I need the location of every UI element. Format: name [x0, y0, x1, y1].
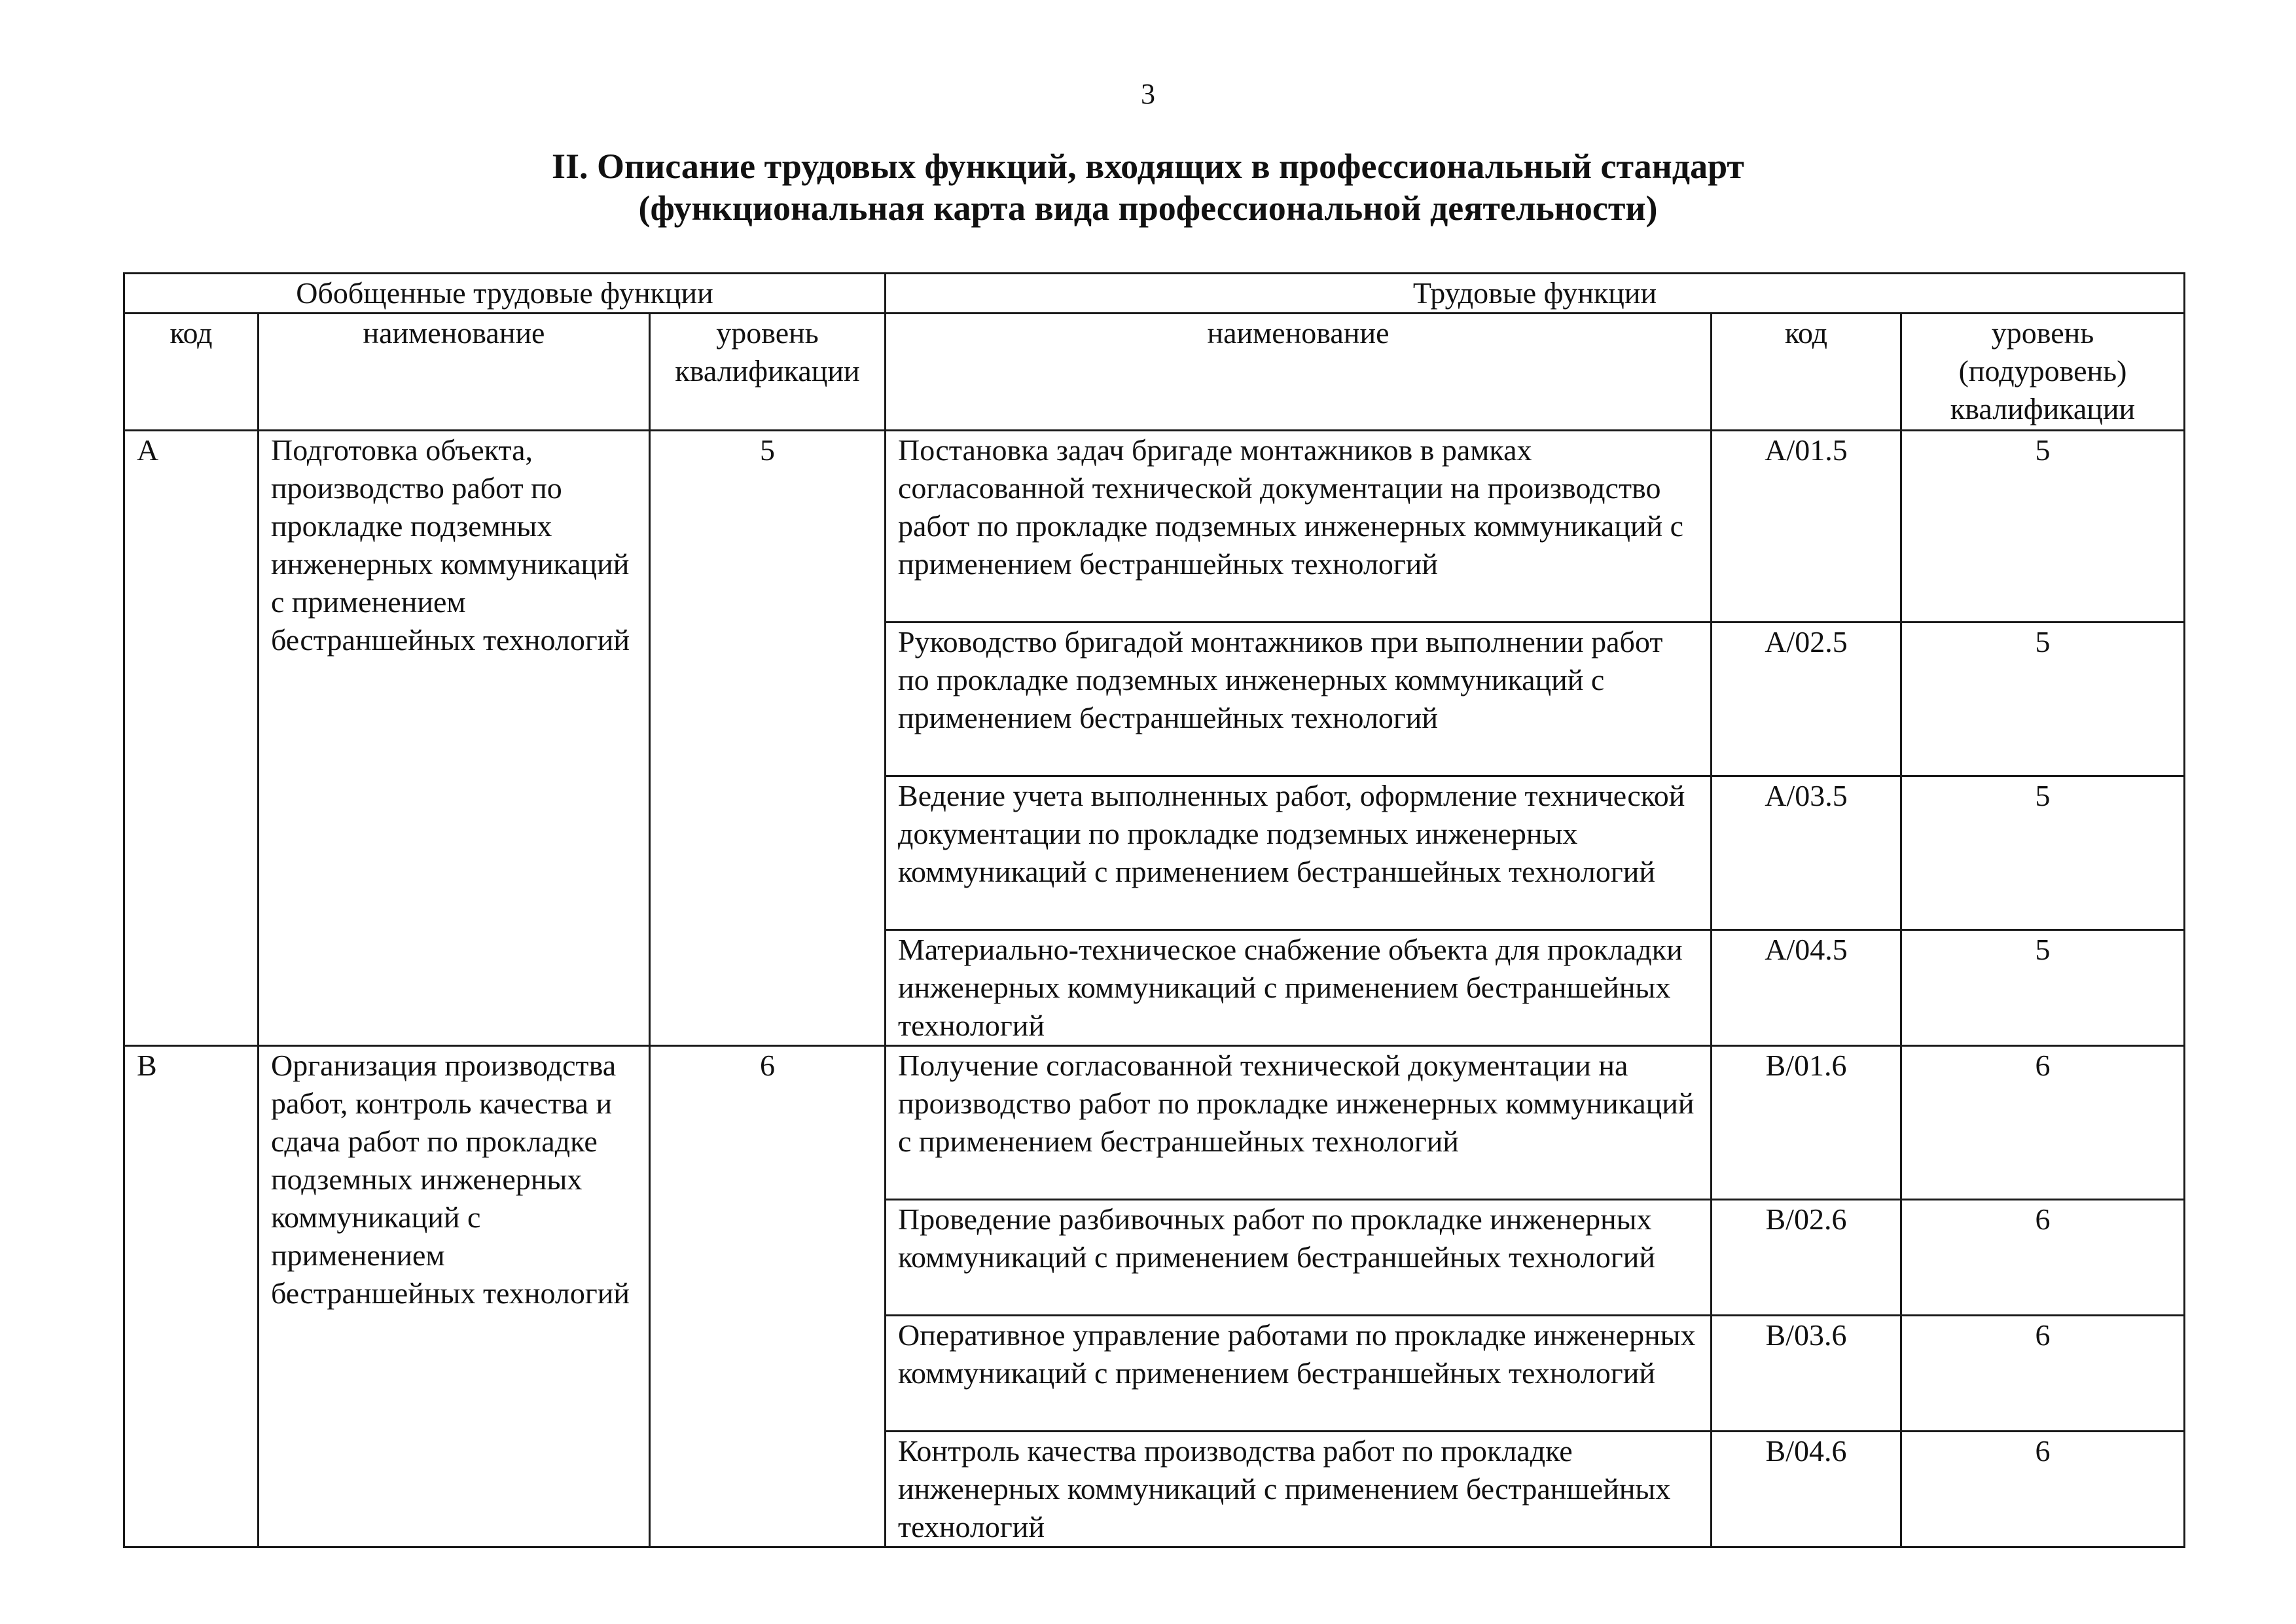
labor-function-code: A/03.5: [1712, 776, 1901, 930]
labor-function-level: 5: [1901, 623, 2185, 776]
labor-function-name: Постановка задач бригаде монтажников в рамках согласованной технической документации на производство работ по прокладке подземных инженерных коммуникаций с применением бестраншейных технологий: [886, 431, 1712, 623]
labor-function-name: Оперативное управление работами по прокладке инженерных коммуникаций с применением бестраншейных технологий: [886, 1316, 1712, 1432]
functional-map-table: [123, 272, 2185, 1548]
labor-function-code: B/03.6: [1712, 1316, 1901, 1432]
gen-function-name: Подготовка объекта, производство работ по прокладке подземных инженерных коммуникаций с применением бестраншейных технологий: [259, 431, 650, 1046]
group-header-row: [124, 274, 2185, 314]
column-header-row: [124, 314, 2185, 431]
labor-function-level: 5: [1901, 776, 2185, 930]
header-labor-functions: Трудовые функции: [886, 274, 2185, 314]
labor-function-level: 6: [1901, 1432, 2185, 1547]
labor-function-code: A/01.5: [1712, 431, 1901, 623]
header-gen-level: уровень квалификации: [650, 314, 886, 431]
heading-line-1: II. Описание трудовых функций, входящих в профессиональный стандарт: [552, 147, 1744, 186]
labor-function-name: Контроль качества производства работ по прокладке инженерных коммуникаций с применением бестраншейных технологий: [886, 1432, 1712, 1547]
gen-function-level: 5: [650, 431, 886, 1046]
labor-function-level: 5: [1901, 431, 2185, 623]
section-heading: [0, 145, 2296, 229]
labor-function-name: Проведение разбивочных работ по прокладке инженерных коммуникаций с применением бестраншейных технологий: [886, 1200, 1712, 1316]
header-gen-name: наименование: [259, 314, 650, 431]
table-row: [124, 431, 2185, 623]
header-fn-code: код: [1712, 314, 1901, 431]
heading-line-2: (функциональная карта вида профессиональной деятельности): [638, 189, 1658, 228]
page-number: 3: [1141, 78, 1155, 110]
labor-function-name: Материально-техническое снабжение объекта для прокладки инженерных коммуникаций с применением бестраншейных технологий: [886, 930, 1712, 1046]
header-generalized-functions: Обобщенные трудовые функции: [124, 274, 886, 314]
labor-function-name: Руководство бригадой монтажников при выполнении работ по прокладке подземных инженерных коммуникаций с применением бестраншейных технологий: [886, 623, 1712, 776]
labor-function-code: B/02.6: [1712, 1200, 1901, 1316]
labor-function-code: B/01.6: [1712, 1046, 1901, 1200]
gen-function-code: B: [124, 1046, 259, 1547]
gen-function-level: 6: [650, 1046, 886, 1547]
labor-function-level: 5: [1901, 930, 2185, 1046]
table-row: [124, 1046, 2185, 1200]
labor-function-code: A/02.5: [1712, 623, 1901, 776]
labor-function-level: 6: [1901, 1046, 2185, 1200]
header-fn-name: наименование: [886, 314, 1712, 431]
labor-function-name: Ведение учета выполненных работ, оформление технической документации по прокладке подземных инженерных коммуникаций с применением бестраншейных технологий: [886, 776, 1712, 930]
labor-function-code: A/04.5: [1712, 930, 1901, 1046]
header-fn-level: уровень (подуровень) квалификации: [1901, 314, 2185, 431]
labor-function-name: Получение согласованной технической документации на производство работ по прокладке инженерных коммуникаций с применением бестраншейных технологий: [886, 1046, 1712, 1200]
gen-function-name: Организация производства работ, контроль качества и сдача работ по прокладке подземных инженерных коммуникаций с применением бестраншейных технологий: [259, 1046, 650, 1547]
labor-function-level: 6: [1901, 1316, 2185, 1432]
header-gen-code: код: [124, 314, 259, 431]
gen-function-code: A: [124, 431, 259, 1046]
labor-function-level: 6: [1901, 1200, 2185, 1316]
labor-function-code: B/04.6: [1712, 1432, 1901, 1547]
